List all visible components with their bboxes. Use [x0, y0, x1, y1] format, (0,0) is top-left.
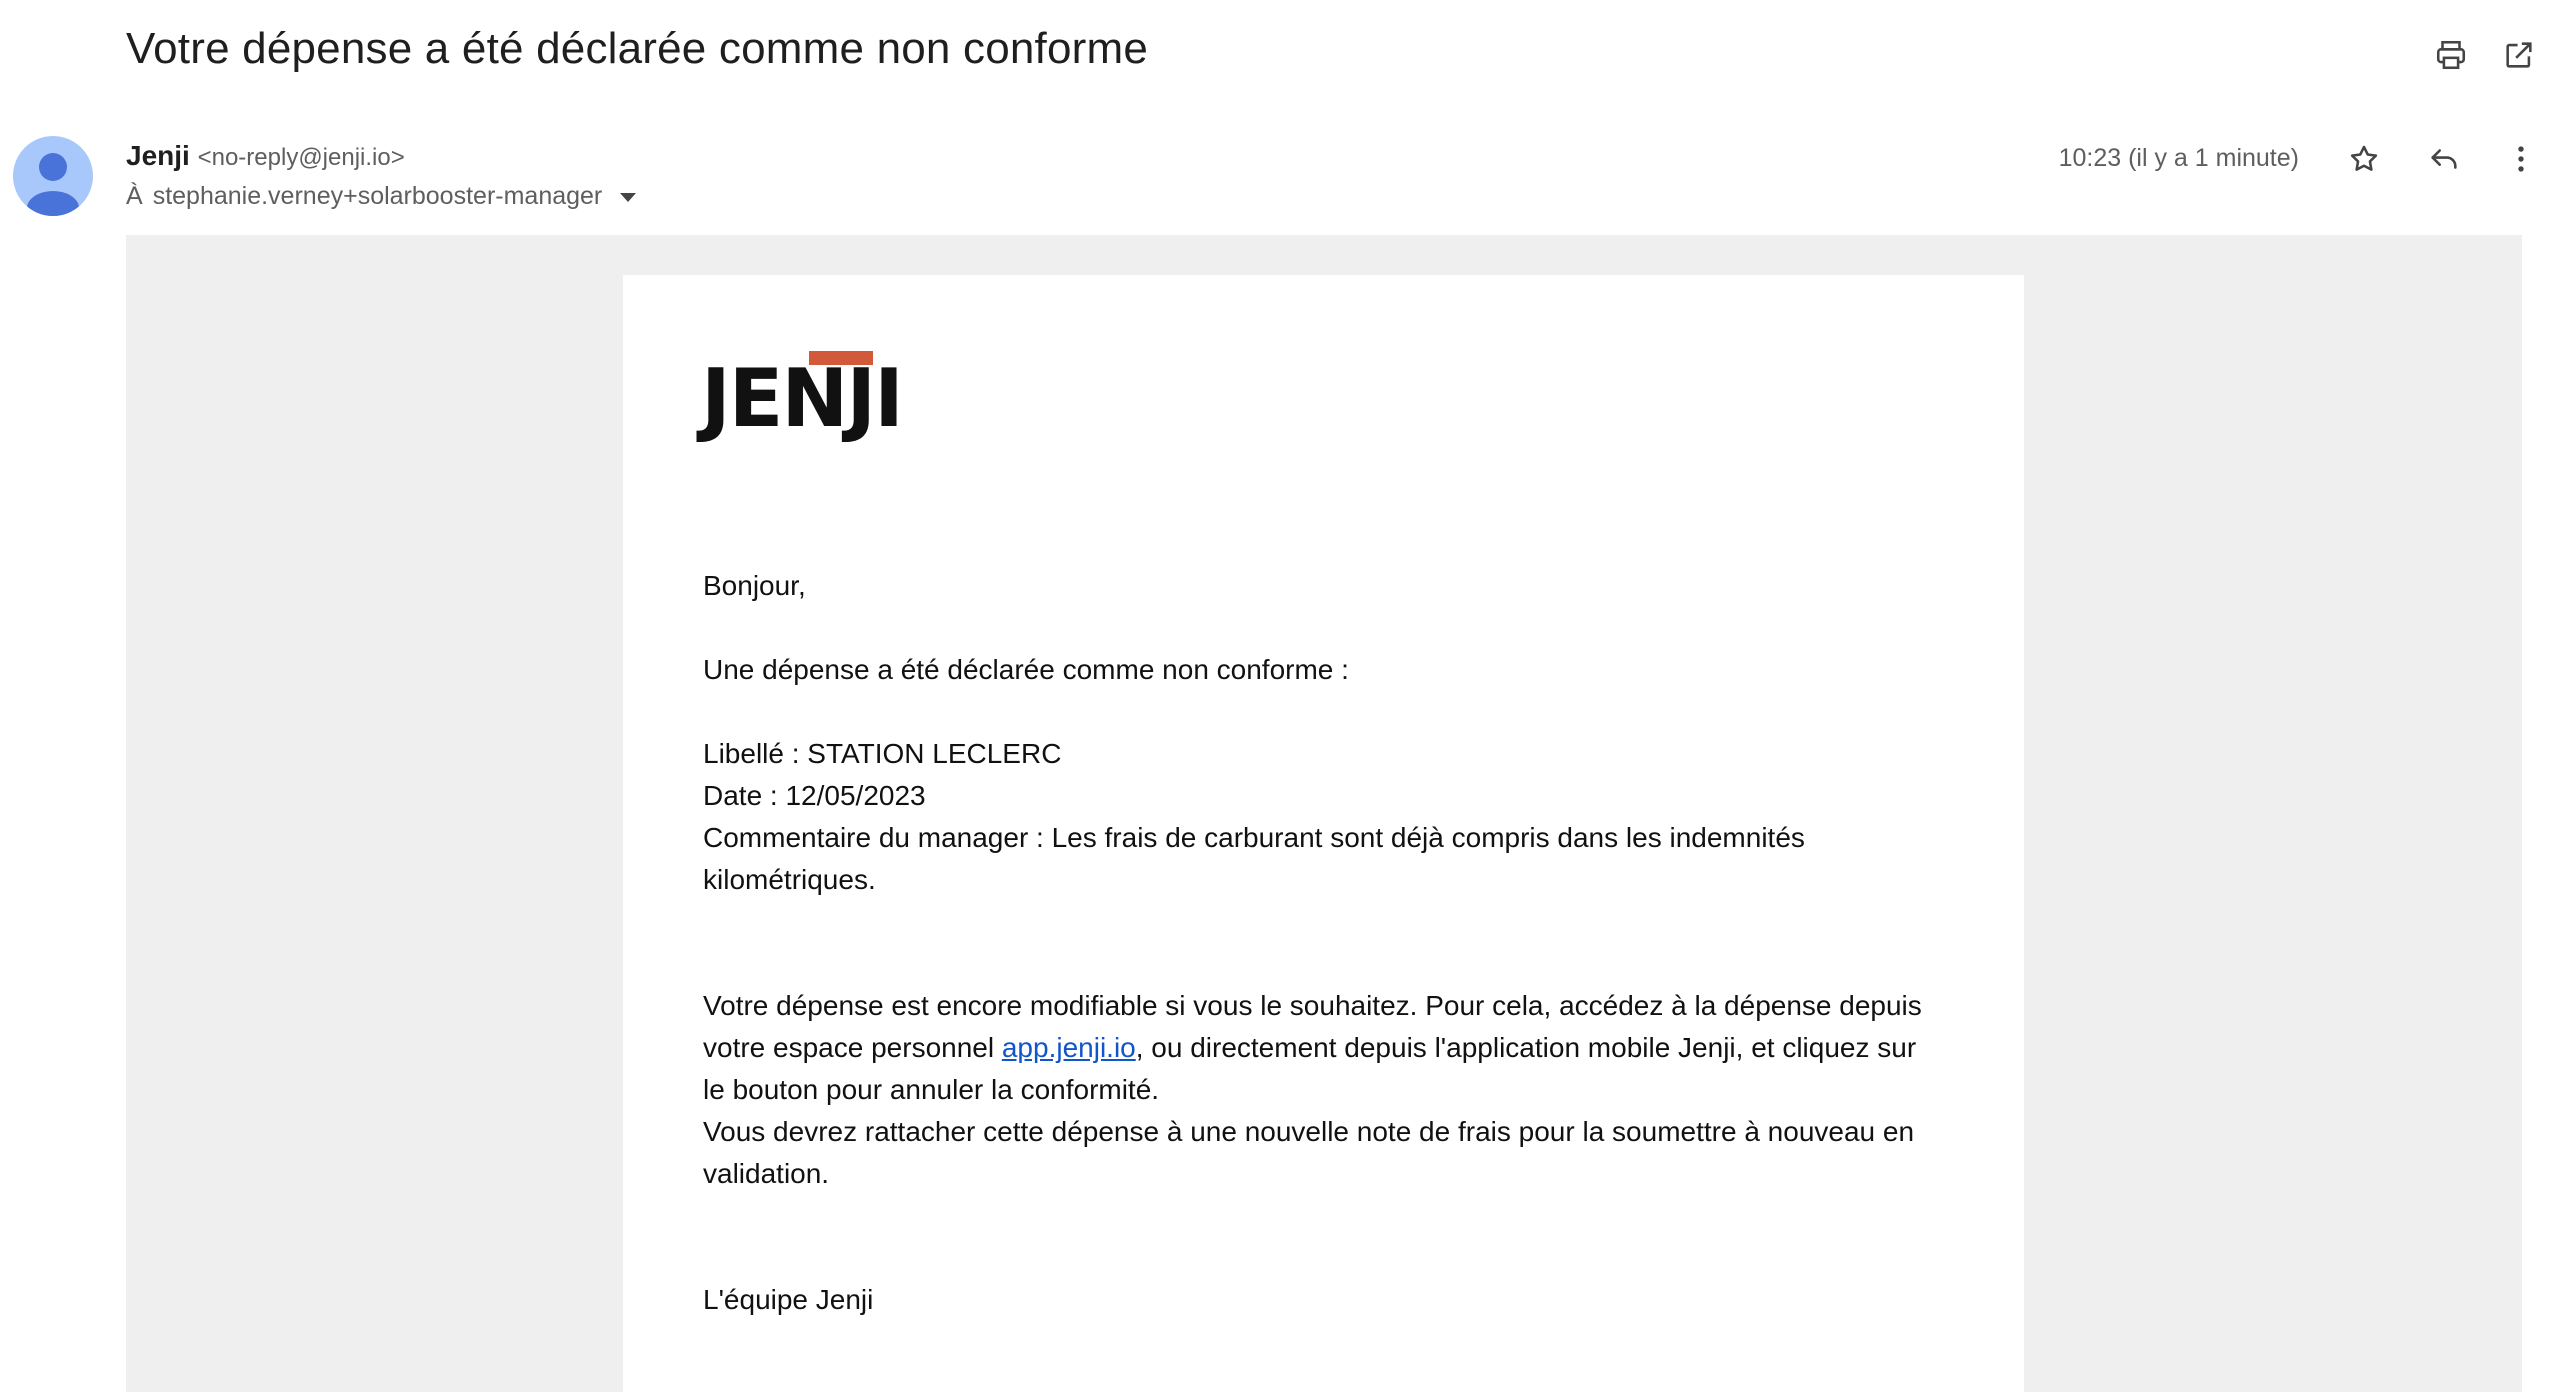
print-button[interactable] [2426, 30, 2476, 80]
intro-text: Une dépense a été déclarée comme non conforme : [703, 654, 1349, 685]
recipient-line [126, 182, 636, 211]
greeting: Bonjour, [703, 570, 806, 601]
signature: L'équipe Jenji [703, 1284, 874, 1315]
logo-wordmark: JENJI [701, 352, 902, 445]
email-content-card [623, 275, 2024, 1392]
more-vert-icon [2504, 142, 2538, 176]
resubmit-paragraph: Vous devrez rattacher cette dépense à une nouvelle note de frais pour la soumettre à nouveau en validation. [703, 1116, 1915, 1189]
paragraph-text: , ou directement depuis l'application mobile Jenji, et cliquez sur le bouton pour annuler la conformité. [703, 1032, 1917, 1105]
modification-paragraph [703, 985, 1943, 1111]
open-in-new-window-button[interactable] [2494, 30, 2544, 80]
sender-email: <no-reply@jenji.io> [197, 144, 405, 171]
star-icon [2347, 142, 2381, 176]
sender-info [126, 140, 405, 172]
expense-label: Libellé : STATION LECLERC [703, 738, 1062, 769]
open-in-new-icon [2502, 38, 2536, 72]
email-subject: Votre dépense a été déclarée comme non conforme [126, 24, 1149, 73]
email-timestamp: 10:23 (il y a 1 minute) [2058, 144, 2299, 172]
print-icon [2434, 38, 2468, 72]
caret-down-icon[interactable] [620, 193, 636, 202]
sender-avatar[interactable] [13, 136, 93, 216]
avatar-icon [13, 136, 93, 216]
email-body-background [126, 235, 2522, 1392]
jenji-logo [701, 351, 902, 447]
manager-comment: Commentaire du manager : Les frais de carburant sont déjà compris dans les indemnités kilométriques. [703, 822, 1805, 895]
app-link[interactable]: app.jenji.io [1001, 1032, 1136, 1063]
paragraph-text: Votre dépense est encore modifiable si vous le souhaitez. Pour cela, accédez à la dépense depuis votre espace personnel [703, 990, 1922, 1063]
recipient-address: stephanie.verney+solarbooster-manager [152, 182, 603, 210]
recipient-prefix: À [126, 182, 143, 210]
more-options-button[interactable] [2496, 134, 2546, 184]
expense-date: Date : 12/05/2023 [703, 780, 926, 811]
reply-button[interactable] [2419, 134, 2469, 184]
reply-icon [2427, 142, 2461, 176]
star-button[interactable] [2339, 134, 2389, 184]
email-body-text [703, 565, 1943, 1321]
sender-name[interactable]: Jenji [126, 140, 190, 171]
